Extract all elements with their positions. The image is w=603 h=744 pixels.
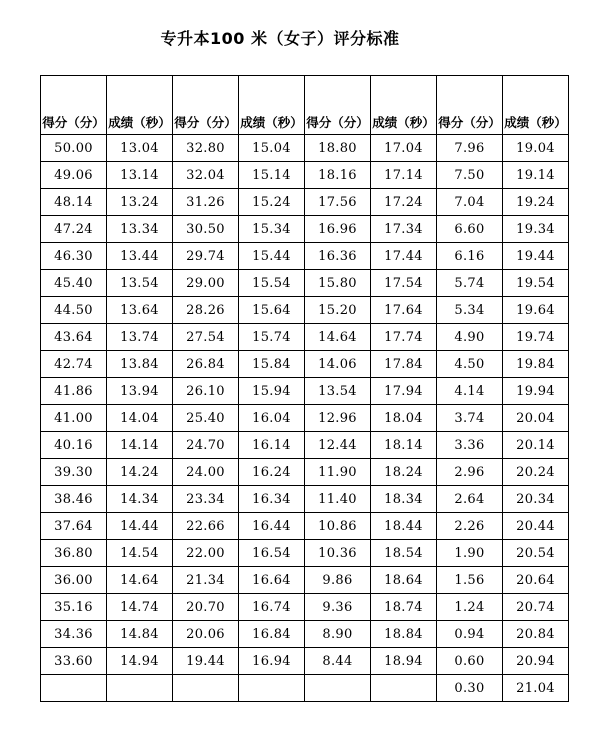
time-cell: 17.94 bbox=[371, 378, 437, 405]
score-cell: 26.10 bbox=[173, 378, 239, 405]
score-cell bbox=[173, 675, 239, 702]
score-cell: 1.90 bbox=[437, 540, 503, 567]
score-cell: 10.36 bbox=[305, 540, 371, 567]
score-cell: 13.54 bbox=[305, 378, 371, 405]
header-score: 得分（分） bbox=[437, 76, 503, 135]
score-cell: 4.90 bbox=[437, 324, 503, 351]
scoring-table bbox=[40, 75, 569, 702]
score-cell: 19.44 bbox=[173, 648, 239, 675]
time-cell: 20.94 bbox=[503, 648, 569, 675]
score-cell: 11.90 bbox=[305, 459, 371, 486]
time-cell: 16.74 bbox=[239, 594, 305, 621]
score-cell: 38.46 bbox=[41, 486, 107, 513]
score-cell: 9.36 bbox=[305, 594, 371, 621]
score-cell: 35.16 bbox=[41, 594, 107, 621]
time-cell: 15.74 bbox=[239, 324, 305, 351]
time-cell: 14.04 bbox=[107, 405, 173, 432]
score-cell: 50.00 bbox=[41, 135, 107, 162]
time-cell: 19.14 bbox=[503, 162, 569, 189]
table-row bbox=[41, 621, 569, 648]
time-cell: 21.04 bbox=[503, 675, 569, 702]
score-cell: 11.40 bbox=[305, 486, 371, 513]
score-cell: 24.70 bbox=[173, 432, 239, 459]
score-cell: 1.56 bbox=[437, 567, 503, 594]
score-cell: 33.60 bbox=[41, 648, 107, 675]
score-cell: 2.64 bbox=[437, 486, 503, 513]
time-cell: 15.04 bbox=[239, 135, 305, 162]
time-cell: 13.44 bbox=[107, 243, 173, 270]
score-cell: 16.36 bbox=[305, 243, 371, 270]
header-score: 得分（分） bbox=[305, 76, 371, 135]
time-cell: 13.14 bbox=[107, 162, 173, 189]
score-cell: 43.64 bbox=[41, 324, 107, 351]
score-cell: 17.56 bbox=[305, 189, 371, 216]
score-cell: 6.60 bbox=[437, 216, 503, 243]
table-row bbox=[41, 540, 569, 567]
score-cell: 1.24 bbox=[437, 594, 503, 621]
score-cell: 0.30 bbox=[437, 675, 503, 702]
time-cell: 16.44 bbox=[239, 513, 305, 540]
header-time: 成绩（秒） bbox=[107, 76, 173, 135]
time-cell: 19.04 bbox=[503, 135, 569, 162]
time-cell: 13.74 bbox=[107, 324, 173, 351]
time-cell: 15.34 bbox=[239, 216, 305, 243]
time-cell bbox=[239, 675, 305, 702]
score-cell: 18.16 bbox=[305, 162, 371, 189]
score-cell: 16.96 bbox=[305, 216, 371, 243]
score-cell: 26.84 bbox=[173, 351, 239, 378]
score-cell: 0.94 bbox=[437, 621, 503, 648]
table-row bbox=[41, 486, 569, 513]
time-cell: 14.14 bbox=[107, 432, 173, 459]
table-row bbox=[41, 675, 569, 702]
time-cell: 19.84 bbox=[503, 351, 569, 378]
score-cell bbox=[41, 675, 107, 702]
time-cell: 17.44 bbox=[371, 243, 437, 270]
score-cell: 12.44 bbox=[305, 432, 371, 459]
time-cell: 18.64 bbox=[371, 567, 437, 594]
time-cell: 13.64 bbox=[107, 297, 173, 324]
time-cell: 18.24 bbox=[371, 459, 437, 486]
score-cell: 28.26 bbox=[173, 297, 239, 324]
time-cell: 19.34 bbox=[503, 216, 569, 243]
score-cell: 47.24 bbox=[41, 216, 107, 243]
score-cell: 37.64 bbox=[41, 513, 107, 540]
time-cell: 16.04 bbox=[239, 405, 305, 432]
score-cell: 21.34 bbox=[173, 567, 239, 594]
time-cell: 14.74 bbox=[107, 594, 173, 621]
score-cell: 40.16 bbox=[41, 432, 107, 459]
score-cell: 3.36 bbox=[437, 432, 503, 459]
time-cell: 16.14 bbox=[239, 432, 305, 459]
score-cell: 34.36 bbox=[41, 621, 107, 648]
table-row bbox=[41, 378, 569, 405]
time-cell: 20.84 bbox=[503, 621, 569, 648]
time-cell: 13.24 bbox=[107, 189, 173, 216]
time-cell: 20.34 bbox=[503, 486, 569, 513]
time-cell: 19.54 bbox=[503, 270, 569, 297]
table-row bbox=[41, 324, 569, 351]
score-cell: 7.96 bbox=[437, 135, 503, 162]
score-cell: 8.44 bbox=[305, 648, 371, 675]
score-cell: 5.34 bbox=[437, 297, 503, 324]
time-cell: 14.34 bbox=[107, 486, 173, 513]
page-title: 专升本100 米（女子）评分标准 bbox=[160, 29, 400, 48]
table-body bbox=[41, 135, 569, 702]
score-cell: 15.20 bbox=[305, 297, 371, 324]
score-cell: 48.14 bbox=[41, 189, 107, 216]
score-cell: 27.54 bbox=[173, 324, 239, 351]
time-cell: 17.74 bbox=[371, 324, 437, 351]
score-cell: 30.50 bbox=[173, 216, 239, 243]
table-row bbox=[41, 459, 569, 486]
time-cell: 17.24 bbox=[371, 189, 437, 216]
score-cell: 22.00 bbox=[173, 540, 239, 567]
table-row bbox=[41, 189, 569, 216]
time-cell: 18.14 bbox=[371, 432, 437, 459]
score-cell: 24.00 bbox=[173, 459, 239, 486]
table-row bbox=[41, 648, 569, 675]
time-cell: 14.44 bbox=[107, 513, 173, 540]
table-row bbox=[41, 405, 569, 432]
score-cell: 32.80 bbox=[173, 135, 239, 162]
time-cell bbox=[371, 675, 437, 702]
score-cell: 7.04 bbox=[437, 189, 503, 216]
time-cell: 17.04 bbox=[371, 135, 437, 162]
time-cell: 17.64 bbox=[371, 297, 437, 324]
time-cell: 16.84 bbox=[239, 621, 305, 648]
score-cell: 6.16 bbox=[437, 243, 503, 270]
time-cell: 14.24 bbox=[107, 459, 173, 486]
table-row bbox=[41, 432, 569, 459]
score-cell: 0.60 bbox=[437, 648, 503, 675]
header-time: 成绩（秒） bbox=[503, 76, 569, 135]
time-cell: 18.34 bbox=[371, 486, 437, 513]
score-cell: 14.06 bbox=[305, 351, 371, 378]
score-cell: 29.00 bbox=[173, 270, 239, 297]
time-cell: 15.94 bbox=[239, 378, 305, 405]
table-row bbox=[41, 135, 569, 162]
score-cell: 42.74 bbox=[41, 351, 107, 378]
score-cell: 41.00 bbox=[41, 405, 107, 432]
time-cell: 17.34 bbox=[371, 216, 437, 243]
score-cell: 4.14 bbox=[437, 378, 503, 405]
score-cell: 39.30 bbox=[41, 459, 107, 486]
score-cell: 36.00 bbox=[41, 567, 107, 594]
time-cell: 13.54 bbox=[107, 270, 173, 297]
time-cell: 20.14 bbox=[503, 432, 569, 459]
score-cell: 22.66 bbox=[173, 513, 239, 540]
table-row bbox=[41, 567, 569, 594]
score-cell: 18.80 bbox=[305, 135, 371, 162]
time-cell: 15.44 bbox=[239, 243, 305, 270]
score-cell: 45.40 bbox=[41, 270, 107, 297]
score-cell: 7.50 bbox=[437, 162, 503, 189]
time-cell: 15.64 bbox=[239, 297, 305, 324]
time-cell: 14.84 bbox=[107, 621, 173, 648]
time-cell: 16.94 bbox=[239, 648, 305, 675]
time-cell: 18.94 bbox=[371, 648, 437, 675]
score-cell: 15.80 bbox=[305, 270, 371, 297]
time-cell: 15.24 bbox=[239, 189, 305, 216]
score-cell: 9.86 bbox=[305, 567, 371, 594]
time-cell: 18.74 bbox=[371, 594, 437, 621]
header-score: 得分（分） bbox=[41, 76, 107, 135]
header-time: 成绩（秒） bbox=[371, 76, 437, 135]
time-cell: 20.74 bbox=[503, 594, 569, 621]
score-cell: 41.86 bbox=[41, 378, 107, 405]
score-cell: 20.70 bbox=[173, 594, 239, 621]
time-cell: 17.84 bbox=[371, 351, 437, 378]
time-cell: 20.24 bbox=[503, 459, 569, 486]
time-cell: 18.04 bbox=[371, 405, 437, 432]
time-cell: 19.94 bbox=[503, 378, 569, 405]
time-cell: 13.94 bbox=[107, 378, 173, 405]
score-cell: 10.86 bbox=[305, 513, 371, 540]
time-cell: 16.54 bbox=[239, 540, 305, 567]
time-cell: 19.64 bbox=[503, 297, 569, 324]
time-cell: 20.64 bbox=[503, 567, 569, 594]
time-cell: 20.44 bbox=[503, 513, 569, 540]
score-cell: 20.06 bbox=[173, 621, 239, 648]
score-cell: 29.74 bbox=[173, 243, 239, 270]
table-row bbox=[41, 243, 569, 270]
table-row bbox=[41, 270, 569, 297]
header-row bbox=[41, 76, 569, 135]
time-cell: 14.54 bbox=[107, 540, 173, 567]
score-cell: 12.96 bbox=[305, 405, 371, 432]
time-cell: 20.04 bbox=[503, 405, 569, 432]
time-cell: 15.84 bbox=[239, 351, 305, 378]
time-cell: 17.14 bbox=[371, 162, 437, 189]
score-cell: 49.06 bbox=[41, 162, 107, 189]
score-cell: 2.96 bbox=[437, 459, 503, 486]
time-cell: 19.24 bbox=[503, 189, 569, 216]
score-cell: 4.50 bbox=[437, 351, 503, 378]
score-cell: 36.80 bbox=[41, 540, 107, 567]
time-cell: 13.84 bbox=[107, 351, 173, 378]
score-cell: 8.90 bbox=[305, 621, 371, 648]
score-cell: 44.50 bbox=[41, 297, 107, 324]
table-row bbox=[41, 594, 569, 621]
time-cell: 14.94 bbox=[107, 648, 173, 675]
time-cell: 19.74 bbox=[503, 324, 569, 351]
score-cell: 2.26 bbox=[437, 513, 503, 540]
header-score: 得分（分） bbox=[173, 76, 239, 135]
table-row bbox=[41, 351, 569, 378]
score-cell: 23.34 bbox=[173, 486, 239, 513]
time-cell: 18.54 bbox=[371, 540, 437, 567]
time-cell: 20.54 bbox=[503, 540, 569, 567]
time-cell bbox=[107, 675, 173, 702]
score-cell bbox=[305, 675, 371, 702]
time-cell: 15.54 bbox=[239, 270, 305, 297]
time-cell: 15.14 bbox=[239, 162, 305, 189]
score-cell: 46.30 bbox=[41, 243, 107, 270]
score-cell: 14.64 bbox=[305, 324, 371, 351]
score-cell: 25.40 bbox=[173, 405, 239, 432]
time-cell: 16.64 bbox=[239, 567, 305, 594]
table-row bbox=[41, 162, 569, 189]
score-cell: 32.04 bbox=[173, 162, 239, 189]
time-cell: 16.34 bbox=[239, 486, 305, 513]
time-cell: 17.54 bbox=[371, 270, 437, 297]
time-cell: 13.04 bbox=[107, 135, 173, 162]
time-cell: 14.64 bbox=[107, 567, 173, 594]
table-row bbox=[41, 216, 569, 243]
time-cell: 19.44 bbox=[503, 243, 569, 270]
time-cell: 13.34 bbox=[107, 216, 173, 243]
score-cell: 3.74 bbox=[437, 405, 503, 432]
time-cell: 16.24 bbox=[239, 459, 305, 486]
table-row bbox=[41, 297, 569, 324]
score-cell: 31.26 bbox=[173, 189, 239, 216]
table-row bbox=[41, 513, 569, 540]
header-time: 成绩（秒） bbox=[239, 76, 305, 135]
time-cell: 18.84 bbox=[371, 621, 437, 648]
time-cell: 18.44 bbox=[371, 513, 437, 540]
score-cell: 5.74 bbox=[437, 270, 503, 297]
